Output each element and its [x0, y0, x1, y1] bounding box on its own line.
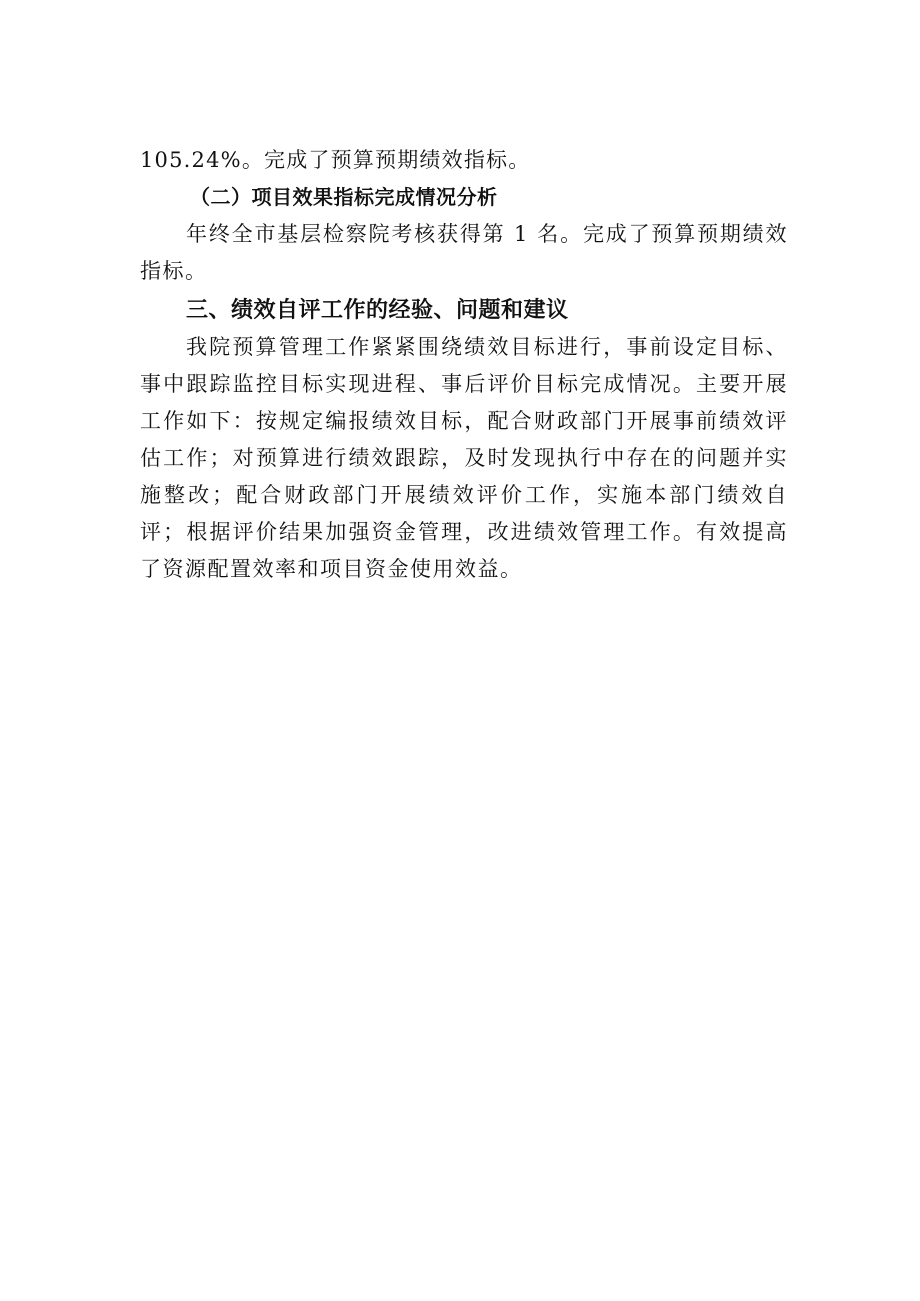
heading-experience-issues-suggestions: 三、绩效自评工作的经验、问题和建议	[186, 298, 569, 323]
continuation-line: 105.24%。完成了预算预期绩效指标。	[140, 148, 531, 172]
document-body	[140, 142, 788, 588]
paragraph-experience: 我院预算管理工作紧紧围绕绩效目标进行，事前设定目标、事中跟踪监控目标实现进程、事后评价目标完成情况。主要开展工作如下：按规定编报绩效目标，配合财政部门开展事前绩效评估工作；对预算进行绩效跟踪，及时发现执行中存在的问题并实施整改；配合财政部门开展绩效评价工作，实施本部门绩效自评；根据评价结果加强资金管理，改进绩效管理工作。有效提高了资源配置效率和项目资金使用效益。	[140, 335, 788, 581]
paragraph-effect-indicators: 年终全市基层检察院考核获得第 1 名。完成了预算预期绩效指标。	[140, 222, 788, 283]
subheading-effect-indicators: （二）项目效果指标完成情况分析	[190, 185, 498, 209]
